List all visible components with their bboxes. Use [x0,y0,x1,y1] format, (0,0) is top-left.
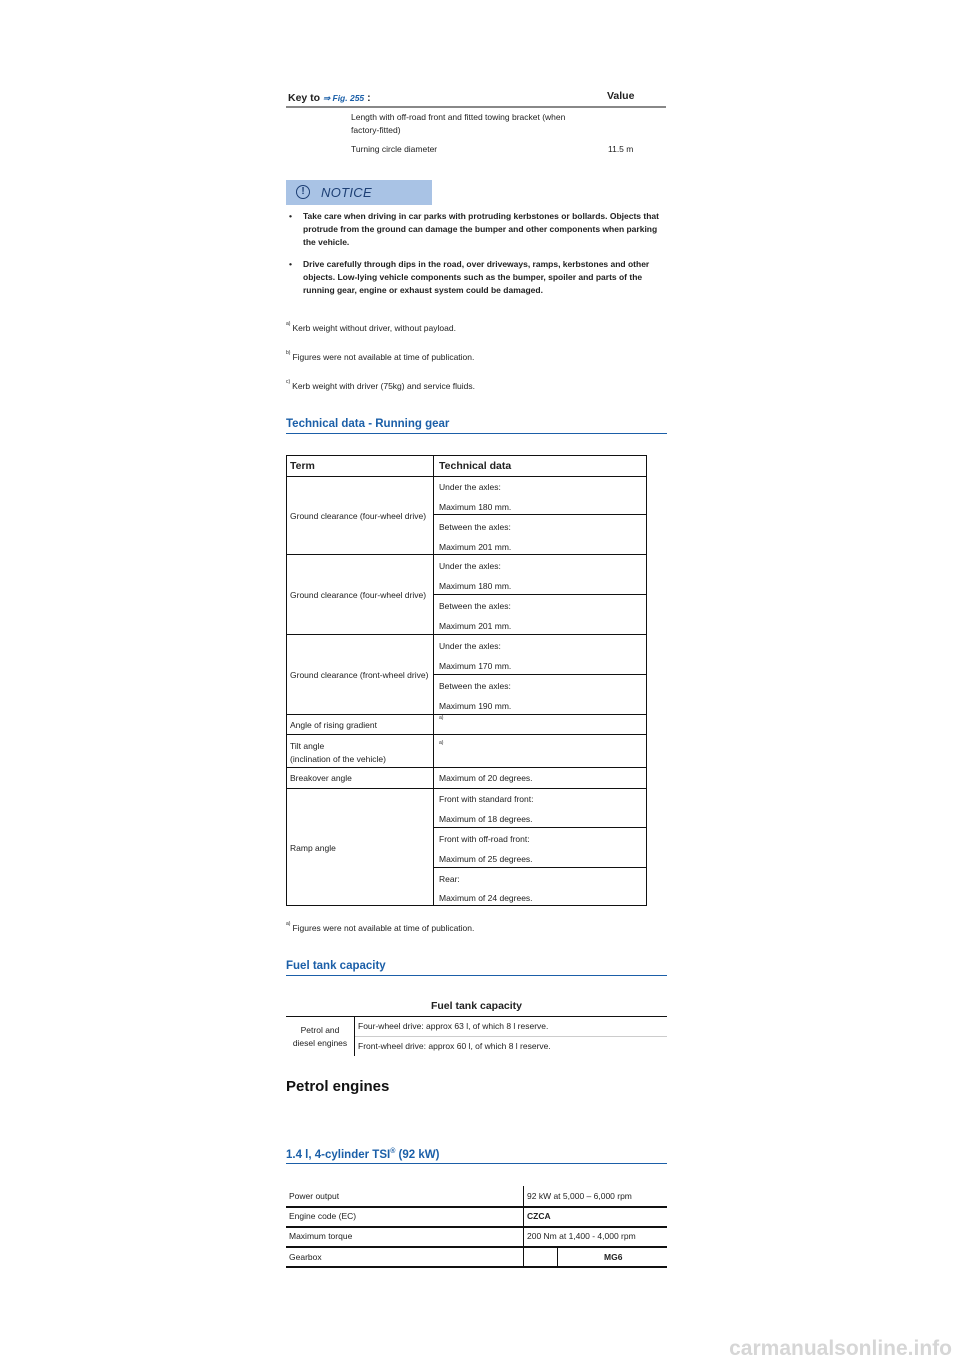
engine-spec-value: 200 Nm at 1,400 - 4,000 rpm [527,1231,636,1241]
key-row-label: Turning circle diameter [351,144,438,154]
divider [286,1206,667,1208]
data-cell: Maximum 170 mm. [439,661,512,671]
footnote: $^{a)}$ Kerb weight without driver, without payload. [286,321,456,333]
data-cell: Maximum of 25 degrees. [439,854,533,864]
data-cell: Between the axles: [439,681,511,691]
data-cell: Rear: [439,874,460,884]
divider [286,1016,667,1017]
term-cell: Ground clearance (four-wheel drive) [290,511,427,521]
running-gear-table [286,455,647,906]
engine-spec-label: Engine code (EC) [289,1211,357,1221]
section-heading-fuel: Fuel tank capacity [286,960,667,976]
section-heading-running-gear: Technical data - Running gear [286,418,667,434]
bullet-icon: • [289,211,292,221]
data-cell: Between the axles: [439,522,511,532]
notice-item [289,210,663,249]
divider [286,1266,667,1268]
notice-title: NOTICE [321,185,372,200]
footnote-mark: a) [439,740,444,747]
bullet-icon: • [289,259,292,269]
figure-reference-link[interactable]: ⇒ Fig. 255 [323,93,365,103]
data-cell: Maximum 201 mm. [439,621,512,631]
notice-item-text: Drive carefully through dips in the road, over driveways, ramps, kerbstones and other objects. Low-lying vehicle components such as the bumper, spoiler and parts of the running gear, engine or exhaust system could be damaged. [303,259,650,295]
data-cell: Maximum of 24 degrees. [439,893,533,903]
term-cell: Tilt angle [290,741,325,751]
data-cell: Front with standard front: [439,794,534,804]
data-cell: Under the axles: [439,561,501,571]
footnote-mark: a) [439,715,444,722]
page-heading-petrol-engines: Petrol engines [286,1078,390,1095]
divider [523,1186,524,1268]
key-row-value: 11.5 m [608,144,634,154]
section-heading-engine: 1.4 l, 4-cylinder TSI® (92 kW) [286,1148,667,1164]
key-row-label: Length with off-road front and fitted towing bracket (when factory-fitted) [351,112,566,135]
column-header-term: Term [290,460,315,472]
data-cell: Maximum of 20 degrees. [439,773,533,783]
key-header-label: Key to ⇒ Fig. 255 : [288,92,371,104]
notice-item-text: Take care when driving in car parks with protruding kerbstones or bollards. Objects that protrude from the ground can damage the bumper and other components when parking the vehicle. [303,211,659,247]
column-header-technical-data: Technical data [439,460,512,472]
term-cell: Angle of rising gradient [290,720,377,730]
fuel-table-title: Fuel tank capacity [430,1000,523,1012]
exclamation-circle-icon: ! [296,185,310,199]
data-cell: Maximum 180 mm. [439,581,512,591]
term-cell: Ramp angle [290,843,336,853]
term-cell: Breakover angle [290,773,352,783]
engine-spec-label: Maximum torque [289,1231,353,1241]
divider [286,1246,667,1248]
term-cell: Ground clearance (front-wheel drive) [290,670,429,680]
data-cell: Maximum 190 mm. [439,701,512,711]
footnote: $^{c)}$ Kerb weight with driver (75kg) and service fluids. [286,379,476,391]
engine-spec-value: 92 kW at 5,000 – 6,000 rpm [527,1191,632,1201]
engine-spec-label: Power output [289,1191,340,1201]
footnote: $^{a)}$ Figures were not available at time of publication. [286,921,475,933]
term-cell: Ground clearance (four-wheel drive) [290,590,427,600]
watermark: carmanualsonline.info [729,1337,952,1360]
footnote: $^{b)}$ Figures were not available at time of publication. [286,350,475,362]
engine-spec-value: MG6 [604,1252,623,1262]
data-cell: Under the axles: [439,482,501,492]
divider [557,1248,558,1268]
fuel-row: Four-wheel drive: approx 63 l, of which 8 l reserve. [358,1021,549,1031]
data-cell: Maximum 180 mm. [439,502,512,512]
notice-item [289,258,663,297]
data-cell: Front with off-road front: [439,834,530,844]
engine-spec-value: CZCA [527,1211,551,1221]
data-cell: Under the axles: [439,641,501,651]
key-table-header [286,88,666,108]
engine-spec-label: Gearbox [289,1252,322,1262]
data-cell: Maximum 201 mm. [439,542,512,552]
fuel-label: Petrol and diesel engines [292,1025,348,1048]
notice-banner [286,180,432,205]
term-cell: (inclination of the vehicle) [290,754,386,764]
value-header-label: Value [607,90,635,102]
divider [355,1036,667,1037]
fuel-row: Front-wheel drive: approx 60 l, of which 8 l reserve. [358,1041,551,1051]
data-cell: Between the axles: [439,601,511,611]
data-cell: Maximum of 18 degrees. [439,814,533,824]
divider [286,1226,667,1228]
